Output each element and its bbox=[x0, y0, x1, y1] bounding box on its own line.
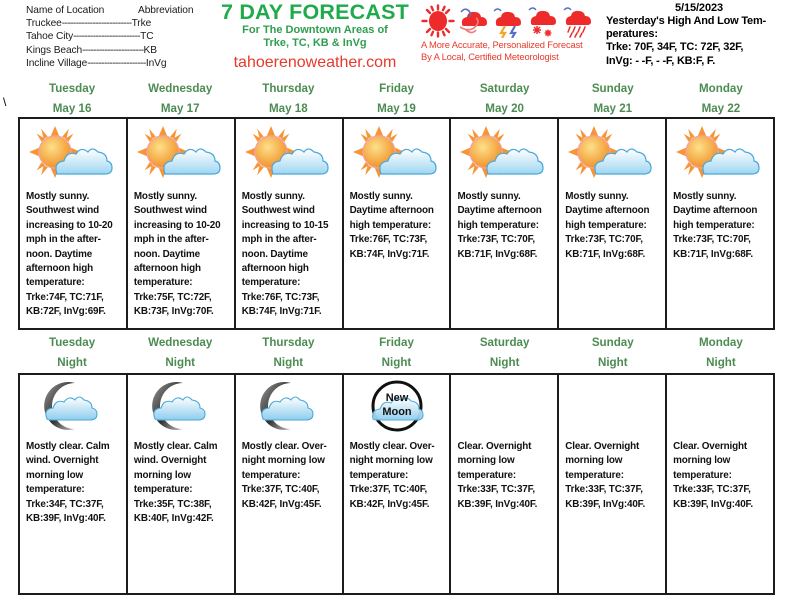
forecast-line: Clear. Overnight bbox=[673, 441, 748, 452]
forecast-line: Trke:76F, TC:73F, bbox=[241, 291, 320, 303]
crescent-moon-behind-cloud-icon bbox=[128, 375, 234, 437]
snow-cloud-icon bbox=[526, 4, 560, 38]
day-header-saturday bbox=[451, 80, 559, 117]
new-moon-label-1: New bbox=[385, 392, 408, 404]
forecast-line: KB:39F, InVg:40F. bbox=[457, 498, 538, 510]
page-subtitle-1: For The Downtown Areas of bbox=[242, 24, 388, 36]
weekday-label: Tuesday bbox=[48, 336, 96, 349]
forecast-line: Trke:73F, TC:70F, bbox=[457, 234, 536, 246]
forecast-line: high temperature: bbox=[457, 219, 539, 231]
forecast-line: afternoon high bbox=[241, 263, 309, 275]
night-cell-wednesday bbox=[128, 375, 236, 593]
crescent-moon-behind-cloud-icon bbox=[236, 375, 342, 437]
forecast-line: noon. Daytime bbox=[241, 248, 308, 260]
forecast-line: mph in the after- bbox=[26, 234, 101, 246]
legend-dashes: ------------------------- bbox=[61, 18, 132, 30]
day-header-row-night bbox=[18, 334, 775, 371]
day-header-sunday bbox=[559, 80, 667, 117]
forecast-line: KB:71F, InVg:68F. bbox=[565, 248, 646, 260]
forecast-line: morning low bbox=[457, 455, 515, 467]
daytime-forecast-text bbox=[667, 187, 773, 262]
night-label: Night bbox=[165, 356, 196, 369]
forecast-line: wind. Overnight bbox=[133, 455, 207, 467]
forecast-line: Trke:76F, TC:73F, bbox=[349, 234, 428, 246]
night-forecast-text bbox=[236, 437, 342, 512]
forecast-line: KB:39F, InVg:40F. bbox=[26, 513, 106, 525]
crescent-moon-icon bbox=[451, 375, 557, 437]
weekday-label: Monday bbox=[699, 336, 743, 349]
legend-header-name: Name of Location bbox=[26, 5, 105, 16]
new-moon-label-2: Moon bbox=[381, 406, 412, 418]
night-forecast-text bbox=[344, 437, 450, 512]
forecast-line: temperature: bbox=[457, 469, 517, 481]
weekday-label: Sunday bbox=[591, 82, 634, 95]
night-header-sunday bbox=[559, 334, 667, 371]
forecast-line: Mostly sunny. bbox=[457, 191, 521, 202]
weekday-label: Saturday bbox=[479, 336, 530, 349]
daytime-forecast-text bbox=[128, 187, 234, 320]
forecast-line: Trke:73F, TC:70F, bbox=[673, 234, 751, 246]
night-forecast-text bbox=[667, 437, 773, 512]
night-header-tuesday bbox=[18, 334, 126, 371]
forecast-line: Trke:73F, TC:70F, bbox=[565, 234, 643, 246]
night-cell-tuesday bbox=[20, 375, 128, 593]
legend-name: Truckee bbox=[26, 18, 62, 30]
forecast-line: KB:42F, InVg:45F. bbox=[349, 498, 430, 510]
forecast-line: KB:74F, InVg:71F. bbox=[349, 248, 430, 260]
forecast-line: high temperature: bbox=[565, 219, 647, 231]
sun-behind-cloud-icon bbox=[667, 119, 773, 187]
forecast-line: Daytime afternoon bbox=[565, 205, 650, 217]
night-cell-monday bbox=[667, 375, 773, 593]
forecast-line: Trke:33F, TC:37F, bbox=[565, 484, 643, 496]
forecast-line: temperature: bbox=[673, 469, 732, 481]
night-forecast-text bbox=[559, 437, 665, 512]
forecast-line: night morning low bbox=[241, 455, 325, 467]
daytime-forecast-text bbox=[20, 187, 126, 320]
legend-dashes: --------------------- bbox=[87, 57, 146, 69]
promo-tagline-2: By A Local, Certified Meteorologist bbox=[421, 50, 559, 62]
forecast-line: mph in the after- bbox=[241, 234, 317, 246]
forecast-line: high temperature: bbox=[673, 219, 755, 231]
forecast-line: KB:71F, InVg:68F. bbox=[673, 248, 753, 260]
date-label: May 18 bbox=[269, 102, 308, 115]
night-label: Night bbox=[273, 356, 304, 369]
daytime-cell-wednesday bbox=[128, 119, 236, 328]
forecast-line: morning low bbox=[26, 469, 84, 481]
forecast-line: KB:72F, InVg:69F. bbox=[26, 306, 106, 318]
day-header-wednesday bbox=[126, 80, 234, 117]
forecast-line: Mostly sunny. bbox=[565, 191, 629, 202]
night-label: Night bbox=[57, 356, 87, 369]
page-subtitle-2: Trke, TC, KB & InVg bbox=[263, 37, 367, 49]
night-header-saturday bbox=[451, 334, 559, 371]
date-label: May 16 bbox=[52, 102, 92, 115]
forecast-line: Mostly clear. Over- bbox=[349, 441, 435, 452]
forecast-line: noon. Daytime bbox=[26, 248, 93, 260]
forecast-line: temperature: bbox=[565, 469, 624, 481]
date-label: May 20 bbox=[485, 102, 524, 115]
weekday-label: Monday bbox=[699, 82, 743, 95]
forecast-line: Mostly sunny. bbox=[673, 191, 737, 202]
forecast-line: increasing to 10-15 bbox=[241, 219, 329, 231]
forecast-line: temperature: bbox=[241, 277, 301, 289]
forecast-line: Trke:33F, TC:37F, bbox=[673, 484, 751, 496]
title-block bbox=[204, 0, 426, 72]
forecast-line: Southwest wind bbox=[241, 205, 315, 217]
yesterday-label-line-1: Yesterday's High And Low Tem- bbox=[606, 15, 767, 27]
night-forecast-text bbox=[20, 437, 126, 526]
forecast-line: KB:74F, InVg:71F. bbox=[241, 306, 322, 318]
forecast-line: Trke:37F, TC:40F, bbox=[349, 484, 428, 496]
night-label: Night bbox=[597, 356, 628, 369]
weekday-label: Friday bbox=[379, 336, 414, 349]
legend-dashes: ------------------------ bbox=[73, 31, 141, 43]
daytime-forecast-text bbox=[559, 187, 665, 262]
rain-cloud-icon bbox=[561, 4, 595, 38]
day-header-row-daytime bbox=[18, 80, 775, 117]
weekday-label: Wednesday bbox=[148, 336, 213, 349]
forecast-line: Southwest wind bbox=[133, 205, 207, 217]
night-label: Night bbox=[706, 356, 736, 369]
night-header-monday bbox=[667, 334, 775, 371]
sun-behind-cloud-icon bbox=[451, 119, 557, 187]
daytime-cell-friday bbox=[344, 119, 452, 328]
weekday-label: Sunday bbox=[591, 336, 634, 349]
forecast-line: Trke:37F, TC:40F, bbox=[241, 484, 320, 496]
daytime-cell-monday bbox=[667, 119, 773, 328]
website-url[interactable]: tahoerenoweather.com bbox=[233, 54, 397, 71]
stray-mark: \ bbox=[3, 95, 7, 109]
legend-name: Tahoe City bbox=[26, 31, 74, 43]
forecast-line: KB:39F, InVg:40F. bbox=[673, 498, 753, 510]
forecast-line: high temperature: bbox=[349, 219, 431, 231]
forecast-line: Mostly sunny. bbox=[133, 191, 198, 202]
legend-name: Kings Beach bbox=[26, 44, 83, 56]
forecast-line: Trke:33F, TC:37F, bbox=[457, 484, 536, 496]
weekday-label: Saturday bbox=[479, 82, 530, 95]
forecast-line: wind. Overnight bbox=[26, 455, 99, 467]
daytime-forecast-text bbox=[451, 187, 557, 262]
forecast-line: increasing to 10-20 bbox=[26, 219, 113, 231]
sun-behind-cloud-icon bbox=[20, 119, 126, 187]
night-forecast-table bbox=[18, 373, 775, 595]
sun-behind-cloud-icon bbox=[344, 119, 450, 187]
windy-cloud-icon bbox=[456, 4, 490, 38]
night-header-friday bbox=[342, 334, 450, 371]
night-forecast-text bbox=[451, 437, 557, 512]
forecast-line: morning low bbox=[133, 469, 191, 481]
forecast-line: Daytime afternoon bbox=[457, 205, 542, 217]
forecast-line: Clear. Overnight bbox=[457, 441, 532, 452]
forecast-line: temperature: bbox=[26, 484, 85, 496]
night-label: Night bbox=[381, 356, 412, 369]
daytime-cell-sunday bbox=[559, 119, 667, 328]
legend-name: Incline Village bbox=[26, 57, 88, 69]
forecast-line: KB:42F, InVg:45F. bbox=[241, 498, 322, 510]
legend-abbr: KB bbox=[143, 44, 157, 56]
forecast-line: afternoon high bbox=[133, 263, 201, 275]
night-header-thursday bbox=[234, 334, 342, 371]
daytime-forecast-table bbox=[18, 117, 775, 330]
forecast-line: temperature: bbox=[133, 484, 193, 496]
night-cell-saturday bbox=[451, 375, 559, 593]
crescent-moon-behind-cloud-icon bbox=[20, 375, 126, 437]
sun-icon bbox=[421, 4, 455, 38]
day-header-tuesday bbox=[18, 80, 126, 117]
night-header-wednesday bbox=[126, 334, 234, 371]
forecast-line: Daytime afternoon bbox=[349, 205, 434, 217]
night-label: Night bbox=[489, 356, 520, 369]
forecast-line: KB:73F, InVg:70F. bbox=[133, 306, 214, 318]
weekday-label: Thursday bbox=[262, 82, 315, 95]
forecast-line: temperature: bbox=[349, 469, 409, 481]
night-cell-thursday bbox=[236, 375, 344, 593]
night-forecast-text bbox=[128, 437, 234, 526]
legend-abbr: InVg bbox=[145, 57, 167, 69]
legend-abbr: Trke bbox=[131, 18, 152, 30]
yesterday-temps-line-1: Trke: 70F, 34F, TC: 72F, 32F, bbox=[606, 41, 744, 54]
day-header-monday bbox=[667, 80, 775, 117]
sun-behind-cloud-icon bbox=[236, 119, 342, 187]
day-header-thursday bbox=[234, 80, 342, 117]
day-header-friday bbox=[342, 80, 450, 117]
promo-tagline-1: A More Accurate, Personalized Forecast bbox=[421, 39, 583, 50]
forecast-line: Mostly sunny. bbox=[241, 191, 305, 202]
daytime-cell-saturday bbox=[451, 119, 559, 328]
date-label: May 22 bbox=[701, 102, 741, 115]
weekday-label: Wednesday bbox=[148, 82, 213, 95]
forecast-line: Trke:34F, TC:37F, bbox=[26, 498, 104, 510]
yesterday-label-line-2: peratures: bbox=[606, 28, 658, 41]
forecast-line: Clear. Overnight bbox=[565, 441, 640, 452]
date-label: May 21 bbox=[593, 102, 633, 115]
weekday-label: Tuesday bbox=[48, 82, 96, 95]
thunderstorm-icon bbox=[491, 4, 525, 38]
forecast-line: temperature: bbox=[26, 277, 85, 289]
forecast-date: 5/15/2023 bbox=[674, 2, 724, 14]
page-title: 7 DAY FORECAST bbox=[221, 0, 409, 24]
page-header bbox=[0, 0, 792, 78]
forecast-line: morning low bbox=[565, 455, 623, 467]
forecast-line: afternoon high bbox=[26, 263, 94, 275]
forecast-line: temperature: bbox=[241, 469, 301, 481]
forecast-line: morning low bbox=[673, 455, 731, 467]
night-cell-friday bbox=[344, 375, 452, 593]
date-label: May 19 bbox=[377, 102, 416, 115]
forecast-line: noon. Daytime bbox=[133, 248, 200, 260]
forecast-line: KB:71F, InVg:68F. bbox=[457, 248, 538, 260]
forecast-line: KB:40F, InVg:42F. bbox=[133, 513, 214, 525]
forecast-line: Mostly clear. Calm bbox=[26, 441, 110, 452]
daytime-forecast-text bbox=[236, 187, 342, 320]
forecast-line: Mostly clear. Calm bbox=[133, 441, 218, 452]
forecast-line: Trke:74F, TC:71F, bbox=[26, 291, 104, 303]
daytime-forecast-text bbox=[344, 187, 450, 262]
legend-abbr: TC bbox=[140, 31, 154, 43]
crescent-moon-icon bbox=[559, 375, 665, 437]
forecast-line: Mostly sunny. bbox=[26, 191, 90, 202]
legend-dashes: ---------------------- bbox=[82, 44, 144, 56]
promo-icons bbox=[421, 2, 607, 38]
forecast-line: Mostly sunny. bbox=[349, 191, 413, 202]
crescent-moon-icon bbox=[667, 375, 773, 437]
promo-icon-strip bbox=[421, 2, 607, 62]
yesterday-temps-line-2: InVg: - -F, - -F, KB:F, F. bbox=[606, 54, 716, 67]
sun-behind-cloud-icon bbox=[128, 119, 234, 187]
forecast-line: mph in the after- bbox=[133, 234, 209, 246]
date-label: May 17 bbox=[160, 102, 200, 115]
forecast-line: night morning low bbox=[349, 455, 433, 467]
weekday-label: Thursday bbox=[262, 336, 315, 349]
legend-header-abbr: Abbreviation bbox=[138, 5, 194, 16]
forecast-line: Mostly clear. Over- bbox=[241, 441, 327, 452]
weekday-label: Friday bbox=[379, 82, 414, 95]
forecast-line: Trke:35F, TC:38F, bbox=[133, 498, 212, 510]
forecast-line: Southwest wind bbox=[26, 205, 100, 217]
yesterday-temps-block bbox=[606, 2, 792, 68]
new-moon-icon bbox=[344, 375, 450, 437]
forecast-line: increasing to 10-20 bbox=[133, 219, 221, 231]
daytime-cell-tuesday bbox=[20, 119, 128, 328]
forecast-line: temperature: bbox=[133, 277, 193, 289]
forecast-line: Daytime afternoon bbox=[673, 205, 758, 217]
forecast-line: Trke:75F, TC:72F, bbox=[133, 291, 212, 303]
night-cell-sunday bbox=[559, 375, 667, 593]
sun-behind-cloud-icon bbox=[559, 119, 665, 187]
forecast-line: KB:39F, InVg:40F. bbox=[565, 498, 646, 510]
daytime-cell-thursday bbox=[236, 119, 344, 328]
